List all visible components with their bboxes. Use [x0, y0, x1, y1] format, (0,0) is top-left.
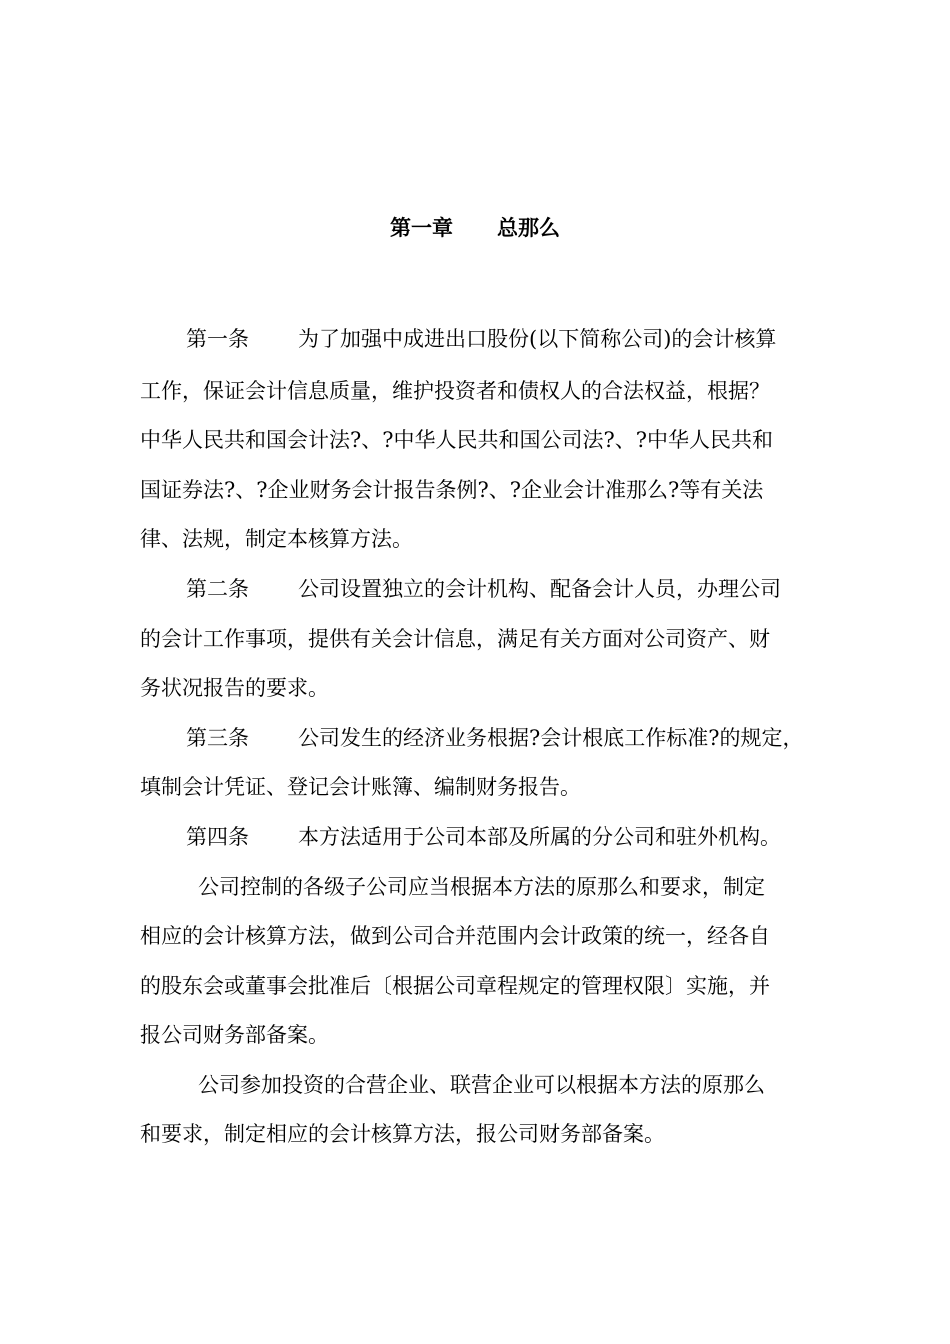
article-3-line-1	[186, 722, 876, 754]
para-5-line-3: 的股东会或董事会批准后〔根据公司章程规定的管理权限〕实施，并	[140, 974, 770, 998]
article-1-line-2: 工作，保证会计信息质量，维护投资者和债权人的合法权益，根据？	[140, 379, 770, 403]
para-5-line-2: 相应的会计核算方法，做到公司合并范围内会计政策的统一，经各自	[140, 924, 770, 948]
article-2-line-1	[186, 573, 876, 605]
article-1-line-4: 国证券法?、?企业财务会计报告条例?、?企业会计准那么?等有关法	[140, 478, 764, 502]
para-5-line-4: 报公司财务部备案。	[140, 1023, 329, 1047]
chapter-heading	[0, 212, 950, 244]
article-2-line-3: 务状况报告的要求。	[140, 676, 329, 700]
article-4-text: 本方法适用于公司本部及所属的分公司和驻外机构。	[298, 825, 781, 849]
article-2-line-2: 的会计工作事项，提供有关会计信息，满足有关方面对公司资产、财	[140, 627, 770, 651]
article-4-line-1	[186, 821, 876, 853]
para-6-line-1: 公司参加投资的合营企业、联营企业可以根据本方法的原那么	[198, 1073, 765, 1097]
article-2-label: 第二条	[186, 577, 249, 601]
article-1-line-1	[186, 323, 876, 355]
para-6-line-2: 和要求，制定相应的会计核算方法，报公司财务部备案。	[140, 1122, 665, 1146]
article-1-text: 为了加强中成进出口股份(以下简称公司)的会计核算	[298, 327, 777, 351]
article-3-label: 第三条	[186, 726, 249, 750]
chapter-number: 第一章	[390, 216, 453, 240]
article-3-line-2: 填制会计凭证、登记会计账簿、编制财务报告。	[140, 775, 581, 799]
article-1-line-5: 律、法规，制定本核算方法。	[140, 527, 413, 551]
article-3-text: 公司发生的经济业务根据?会计根底工作标准?的规定，	[298, 726, 804, 750]
article-2-text: 公司设置独立的会计机构、配备会计人员，办理公司	[298, 577, 781, 601]
article-1-label: 第一条	[186, 327, 249, 351]
para-5-line-1: 公司控制的各级子公司应当根据本方法的原那么和要求，制定	[198, 875, 765, 899]
article-4-label: 第四条	[186, 825, 249, 849]
article-1-line-3: 中华人民共和国会计法?、?中华人民共和国公司法?、?中华人民共和	[140, 428, 774, 452]
chapter-name: 总那么	[497, 216, 560, 240]
